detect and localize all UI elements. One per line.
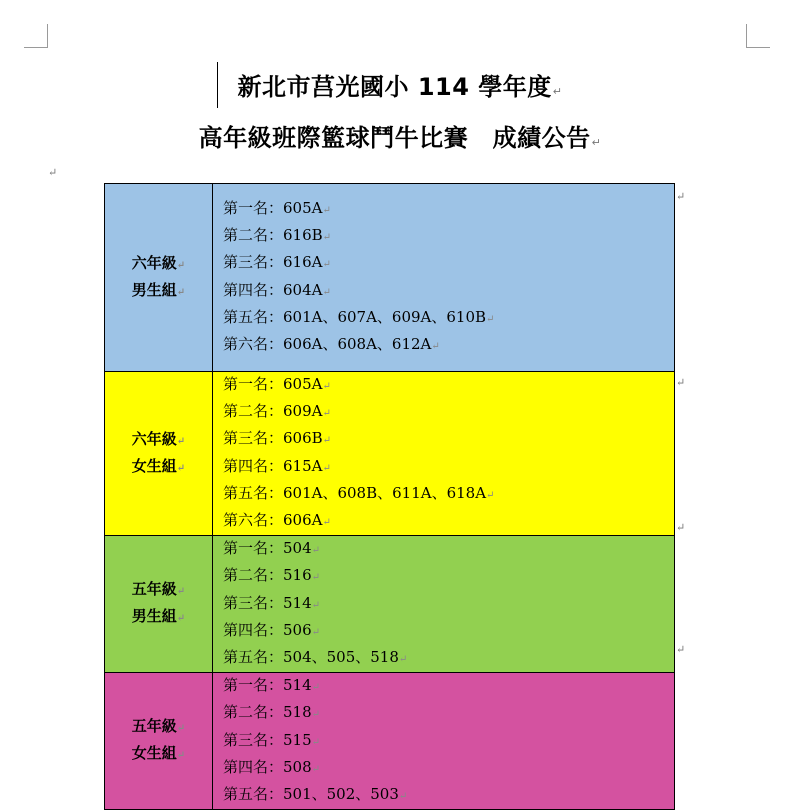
- title-line-2-text: 高年級班際籃球鬥牛比賽 成績公告: [198, 124, 591, 152]
- paragraph-mark-icon: ↵: [176, 259, 186, 271]
- table-row: [105, 184, 675, 372]
- group-cell[interactable]: [105, 372, 213, 536]
- grade-label: 五年級: [131, 717, 177, 736]
- paragraph-mark-icon: ↵: [322, 381, 331, 392]
- result-item-line: [223, 563, 674, 590]
- paragraph-mark-icon: ↵: [322, 204, 331, 216]
- paragraph-mark-icon: ↵: [322, 517, 331, 529]
- result-item-line: [223, 536, 674, 563]
- paragraph-mark-icon: ↵: [176, 462, 186, 474]
- result-item: 第二名：616B: [223, 226, 323, 245]
- results-cell[interactable]: [213, 536, 675, 673]
- paragraph-mark-icon: ↵: [48, 166, 58, 179]
- result-item-line: [223, 673, 674, 700]
- result-item: 第六名：606A、608A、612A: [223, 334, 432, 353]
- group-cell[interactable]: [105, 673, 213, 810]
- result-item-line: [223, 223, 674, 250]
- result-item-line: [223, 454, 674, 481]
- division-label: 女生組: [131, 456, 177, 475]
- results-table: [104, 183, 675, 810]
- row-end-mark-icon: ↵: [676, 643, 686, 656]
- division-label: 男生組: [131, 280, 177, 299]
- result-item: 第二名：518: [223, 703, 312, 722]
- result-item-line: [223, 305, 674, 332]
- paragraph-mark-icon: ↵: [591, 136, 602, 149]
- result-item-line: [223, 372, 674, 399]
- result-item-line: [223, 728, 674, 755]
- result-item: 第三名：616A: [223, 253, 323, 272]
- division-label-line: [105, 454, 212, 481]
- row-end-mark-icon: ↵: [676, 521, 686, 534]
- result-item: 第六名：606A: [223, 511, 323, 530]
- result-item: 第一名：514: [223, 676, 312, 695]
- paragraph-mark-icon: ↵: [176, 586, 186, 598]
- division-label: 男生組: [131, 607, 177, 626]
- result-item-line: [223, 332, 674, 359]
- result-item: 第一名：605A: [223, 375, 323, 393]
- result-item-line: [223, 399, 674, 426]
- paragraph-mark-icon: ↵: [311, 545, 321, 557]
- grade-label-line: [105, 251, 212, 278]
- table-row: [105, 372, 675, 536]
- grade-label-line: [105, 577, 212, 604]
- grade-label: 五年級: [131, 580, 177, 599]
- paragraph-mark-icon: ↵: [486, 489, 495, 501]
- result-item: 第四名：615A: [223, 456, 323, 475]
- paragraph-mark-icon: ↵: [486, 313, 495, 325]
- paragraph-mark-icon: ↵: [311, 709, 321, 721]
- paragraph-mark-icon: ↵: [311, 626, 321, 638]
- group-cell[interactable]: [105, 536, 213, 673]
- result-item-line: [223, 481, 674, 508]
- result-item: 第三名：514: [223, 593, 312, 612]
- group-cell[interactable]: [105, 184, 213, 372]
- result-item-line: [223, 700, 674, 727]
- result-item: 第五名：504、505、518: [223, 648, 399, 667]
- paragraph-mark-icon: ↵: [322, 232, 332, 244]
- title-line-1-text: 新北市莒光國小 114 學年度: [237, 73, 552, 101]
- table-row: [105, 536, 675, 673]
- results-cell[interactable]: [213, 184, 675, 372]
- paragraph-mark-icon: ↵: [322, 286, 331, 298]
- paragraph-mark-icon: ↵: [311, 572, 321, 584]
- result-item: 第五名：501、502、503: [223, 785, 399, 804]
- grade-label-line: [105, 427, 212, 454]
- result-item: 第二名：516: [223, 566, 312, 585]
- result-item-line: [223, 426, 674, 453]
- results-cell[interactable]: [213, 673, 675, 810]
- result-item: 第三名：515: [223, 730, 312, 749]
- result-item: 第四名：508: [223, 757, 312, 776]
- row-end-mark-icon: ↵: [676, 190, 686, 203]
- paragraph-mark-icon: ↵: [176, 286, 186, 298]
- crop-mark-top-left: [47, 24, 48, 48]
- table-row: [105, 673, 675, 810]
- division-label: 女生組: [131, 744, 177, 763]
- paragraph-mark-icon: ↵: [176, 723, 186, 735]
- title-line-1[interactable]: [120, 67, 680, 102]
- grade-label-line: [105, 714, 212, 741]
- crop-mark-top-left: [24, 47, 48, 48]
- paragraph-mark-icon: ↵: [311, 736, 321, 748]
- result-item-line: [223, 618, 674, 645]
- result-item-line: [223, 278, 674, 305]
- result-item: 第一名：605A: [223, 198, 323, 217]
- crop-mark-top-right: [746, 47, 770, 48]
- paragraph-mark-icon: ↵: [431, 340, 440, 352]
- paragraph-mark-icon: ↵: [322, 259, 331, 271]
- paragraph-mark-icon: ↵: [176, 750, 186, 762]
- result-item: 第二名：609A: [223, 402, 323, 421]
- paragraph-mark-icon: ↵: [322, 408, 331, 420]
- paragraph-mark-icon: ↵: [398, 791, 408, 803]
- result-item: 第五名：601A、607A、609A、610B: [223, 307, 487, 326]
- paragraph-mark-icon: ↵: [552, 85, 563, 98]
- result-item: 第一名：504: [223, 539, 312, 558]
- division-label-line: [105, 278, 212, 305]
- result-item-line: [223, 591, 674, 618]
- result-item-line: [223, 645, 674, 672]
- paragraph-mark-icon: ↵: [322, 435, 332, 447]
- grade-label: 六年級: [131, 253, 177, 272]
- paragraph-mark-icon: ↵: [176, 435, 186, 447]
- paragraph-mark-icon: ↵: [311, 763, 321, 775]
- title-line-2[interactable]: [120, 118, 680, 153]
- result-item-line: [223, 782, 674, 809]
- paragraph-mark-icon: ↵: [398, 654, 408, 666]
- paragraph-mark-icon: ↵: [322, 462, 331, 474]
- paragraph-mark-icon: ↵: [176, 613, 186, 625]
- paragraph-mark-icon: ↵: [311, 599, 321, 611]
- division-label-line: [105, 741, 212, 768]
- paragraph-mark-icon: ↵: [311, 682, 321, 694]
- result-item-line: [223, 250, 674, 277]
- result-item: 第三名：606B: [223, 429, 323, 448]
- result-item-line: [223, 508, 674, 535]
- result-item: 第四名：604A: [223, 280, 323, 299]
- crop-mark-top-right: [746, 24, 747, 48]
- result-item: 第四名：506: [223, 620, 312, 639]
- result-item-line: [223, 755, 674, 782]
- row-end-mark-icon: ↵: [676, 376, 686, 389]
- result-item: 第五名：601A、608B、611A、618A: [223, 483, 487, 502]
- results-cell[interactable]: [213, 372, 675, 536]
- division-label-line: [105, 604, 212, 631]
- result-item-line: [223, 196, 674, 223]
- grade-label: 六年級: [131, 429, 177, 448]
